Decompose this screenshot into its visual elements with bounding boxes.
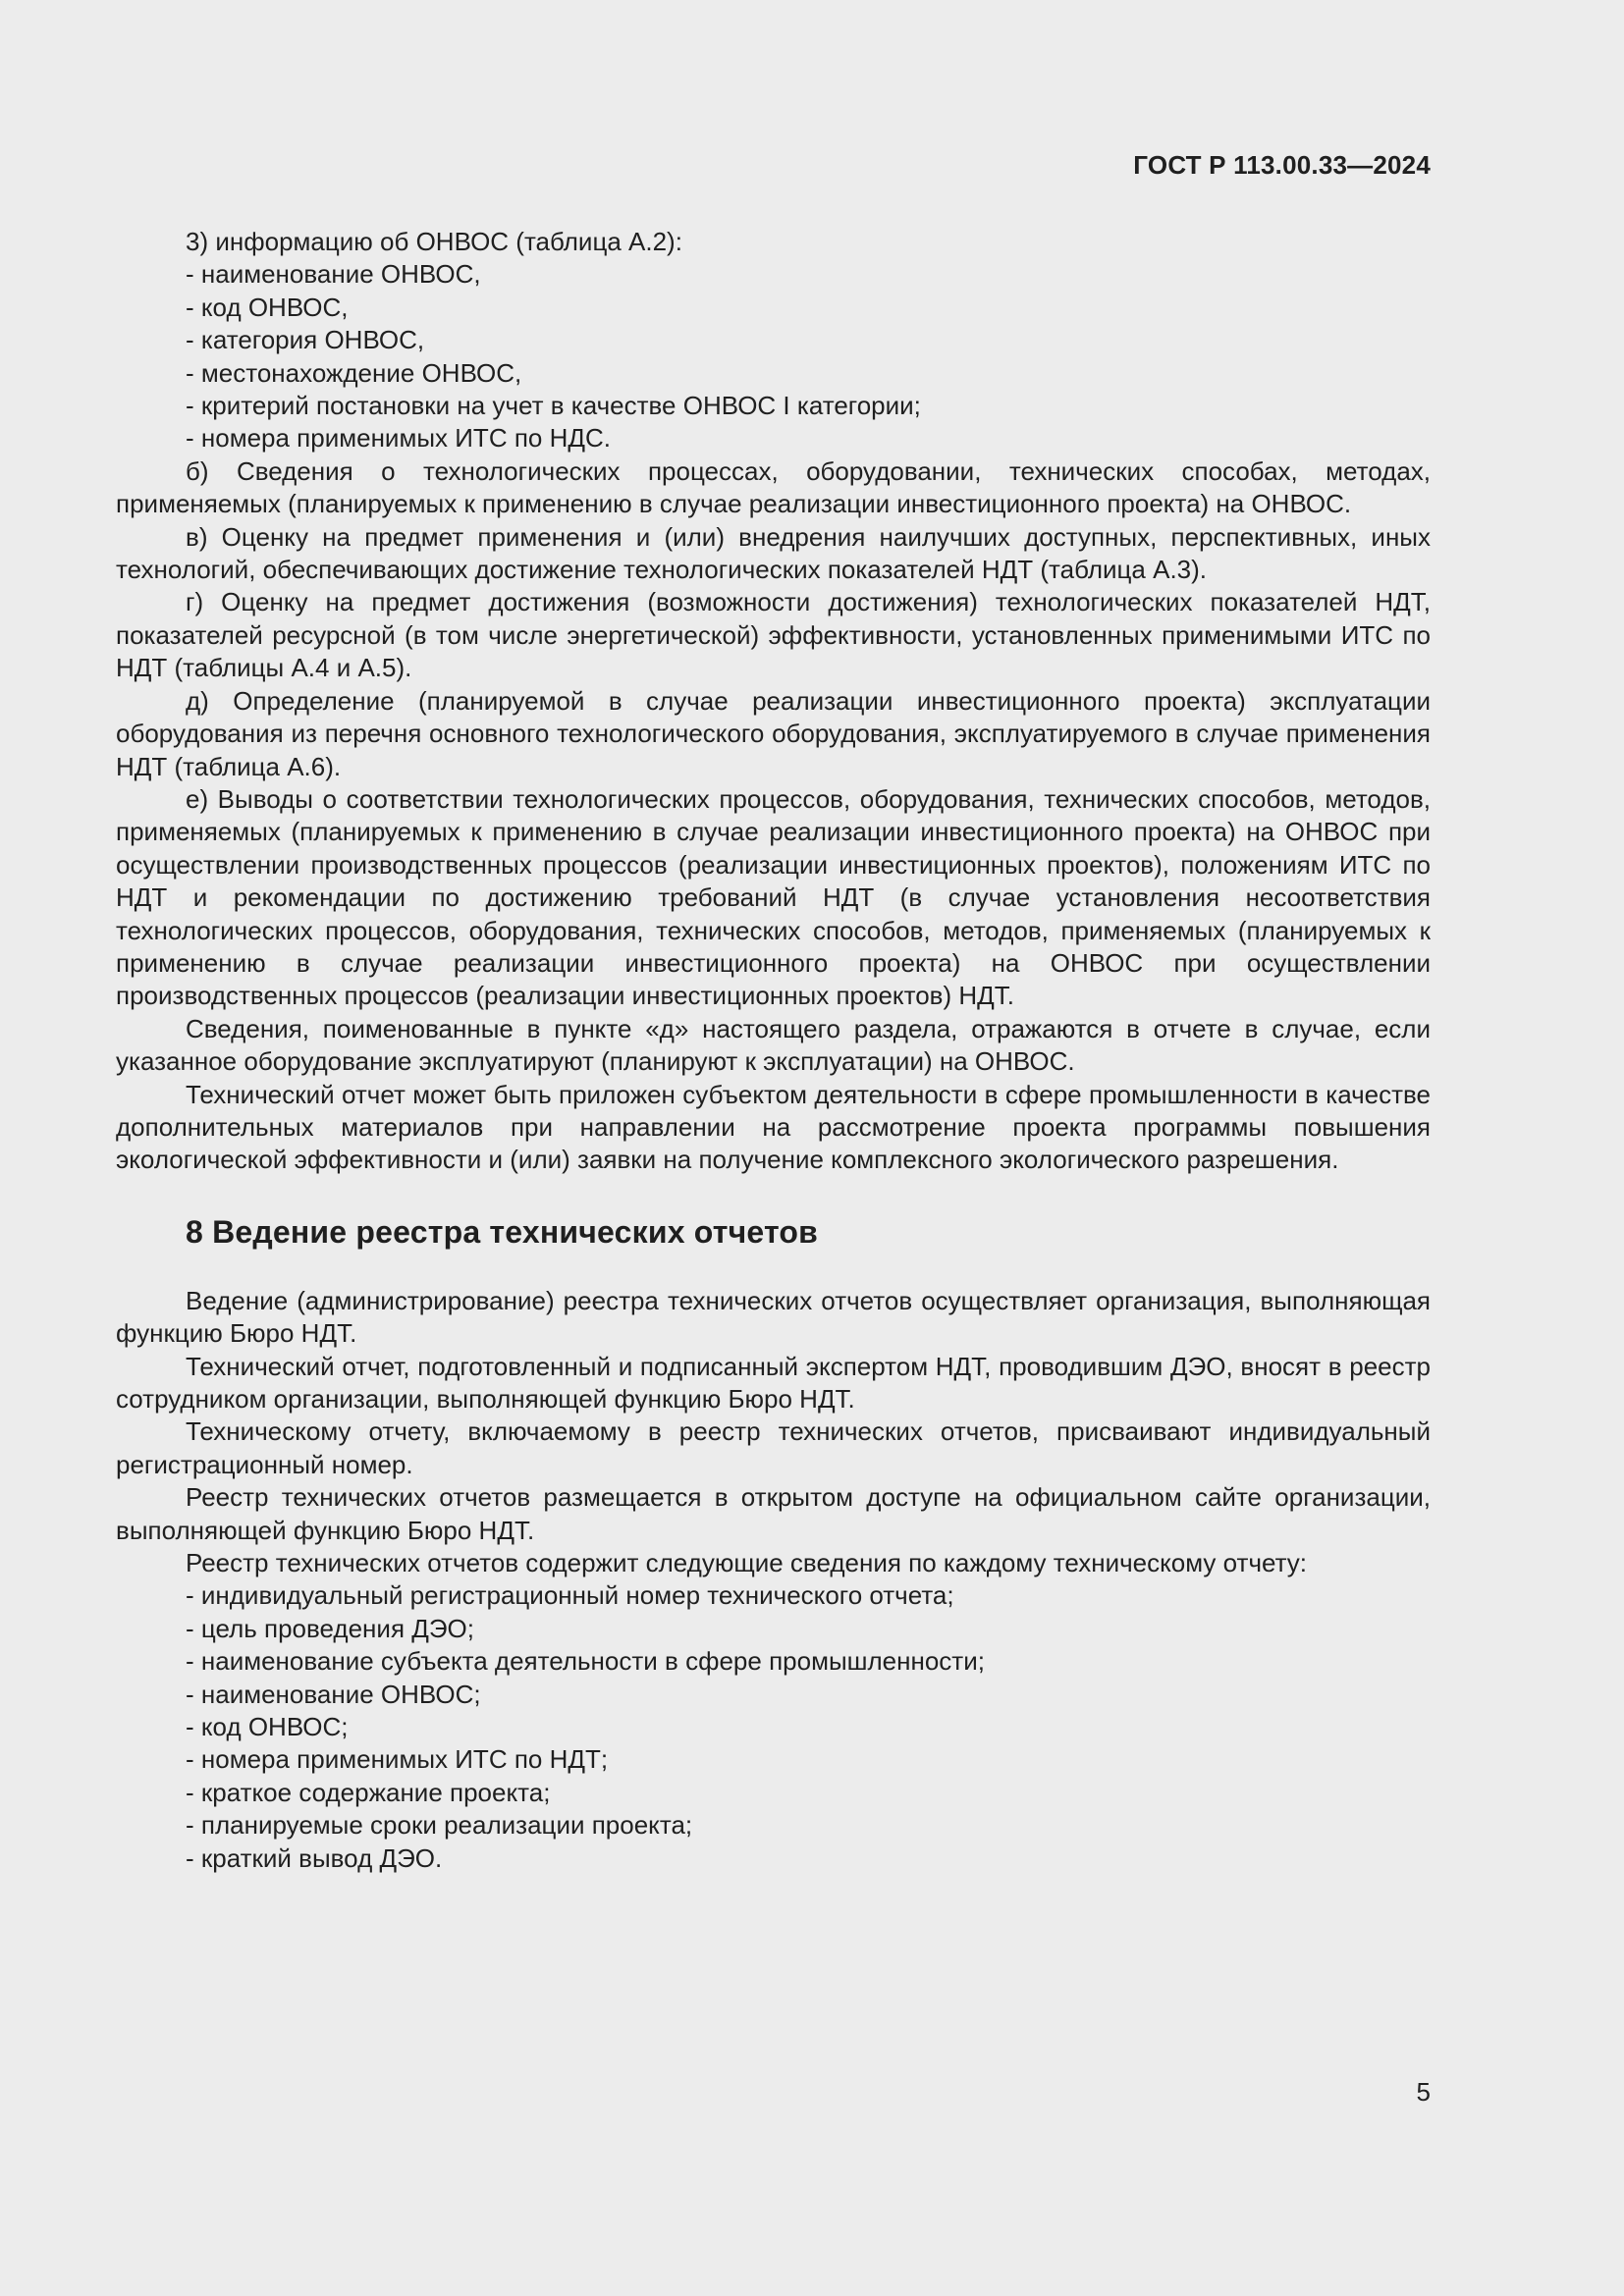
document-code: ГОСТ Р 113.00.33—2024	[1133, 150, 1431, 180]
list-item: - номера применимых ИТС по НДТ;	[186, 1744, 609, 1775]
paragraph: Техническому отчету, включаемому в реестр технических отчетов, присваивают индивидуальный регистрационный номер.	[116, 1416, 1431, 1479]
registry-contents-list	[116, 1579, 1431, 1875]
list-intro-registry-contents: Реестр технических отчетов содержит следующие сведения по каждому техническому отчету:	[186, 1548, 1308, 1578]
onvos-info-list	[116, 258, 1431, 454]
list-item: - индивидуальный регистрационный номер технического отчета;	[186, 1580, 954, 1611]
list-item: - наименование ОНВОС,	[186, 259, 481, 290]
list-item: - краткое содержание проекта;	[186, 1777, 551, 1807]
paragraph: б) Сведения о технологических процессах, оборудовании, технических способах, методах, применяемых (планируемых к применению в случае реализации инвестиционного проекта) на ОНВОС.	[116, 455, 1431, 519]
paragraph: в) Оценку на предмет применения и (или) внедрения наилучших доступных, перспективных, иных технологий, обеспечивающих достижение технологических показателей НДТ (таблица А.3).	[116, 521, 1431, 585]
page-number: 5	[1416, 2077, 1431, 2107]
list-intro-onvos-info: 3) информацию об ОНВОС (таблица А.2):	[186, 227, 682, 256]
list-item: - наименование субъекта деятельности в сфере промышленности;	[186, 1646, 985, 1677]
paragraph: е) Выводы о соответствии технологических процессов, оборудования, технических способов, методов, применяемых (планируемых к применению в случае реализации инвестиционного проекта) на ОНВОС при осуществлении производственных процессов (реализации инвестиционных проектов), положениям ИТС по НДТ и рекомендации по достижению требований НДТ (в случае установления несоответствия технологических процессов, оборудования, технических способов, методов, применяемых (планируемых к применению в случае реализации инвестиционного проекта) на ОНВОС при осуществлении производственных процессов (реализации инвестиционных проектов) НДТ.	[116, 783, 1431, 1011]
paragraph: Технический отчет может быть приложен субъектом деятельности в сфере промышленности в качестве дополнительных материалов при направлении на рассмотрение проекта программы повышения экологической эффективности и (или) заявки на получение комплексного экологического разрешения.	[116, 1079, 1431, 1175]
paragraph: д) Определение (планируемой в случае реализации инвестиционного проекта) эксплуатации оборудования из перечня основного технологического оборудования, эксплуатируемого в случае применения НДТ (таблица А.6).	[116, 685, 1431, 781]
list-item: - планируемые сроки реализации проекта;	[186, 1810, 693, 1841]
document-content	[116, 226, 1431, 1875]
list-item: - код ОНВОС;	[186, 1712, 349, 1742]
paragraph: Технический отчет, подготовленный и подписанный экспертом НДТ, проводившим ДЭО, вносят в реестр сотрудником организации, выполняющей функцию Бюро НДТ.	[116, 1351, 1431, 1414]
list-item: - местонахождение ОНВОС,	[186, 357, 522, 388]
section-8-heading: 8 Ведение реестра технических отчетов	[186, 1213, 819, 1250]
paragraph: г) Оценку на предмет достижения (возможности достижения) технологических показателей НДТ, показателей ресурсной (в том числе энергетической) эффективности, установленных применимыми ИТС по НДТ (таблицы А.4 и А.5).	[116, 587, 1431, 683]
list-item: - критерий постановки на учет в качестве ОНВОС I категории;	[186, 391, 921, 421]
paragraph: Сведения, поименованные в пункте «д» настоящего раздела, отражаются в отчете в случае, если указанное оборудование эксплуатируют (планируют к эксплуатации) на ОНВОС.	[116, 1013, 1431, 1077]
list-item: - категория ОНВОС,	[186, 325, 425, 355]
list-item: - цель проведения ДЭО;	[186, 1613, 474, 1643]
paragraph: Ведение (администрирование) реестра технических отчетов осуществляет организация, выполняющая функцию Бюро НДТ.	[116, 1285, 1431, 1349]
list-item: - наименование ОНВОС;	[186, 1679, 481, 1709]
list-item: - номера применимых ИТС по НДС.	[186, 423, 611, 454]
list-item: - код ОНВОС,	[186, 292, 349, 322]
list-item: - краткий вывод ДЭО.	[186, 1842, 443, 1873]
paragraph: Реестр технических отчетов размещается в открытом доступе на официальном сайте организации, выполняющей функцию Бюро НДТ.	[116, 1482, 1431, 1545]
